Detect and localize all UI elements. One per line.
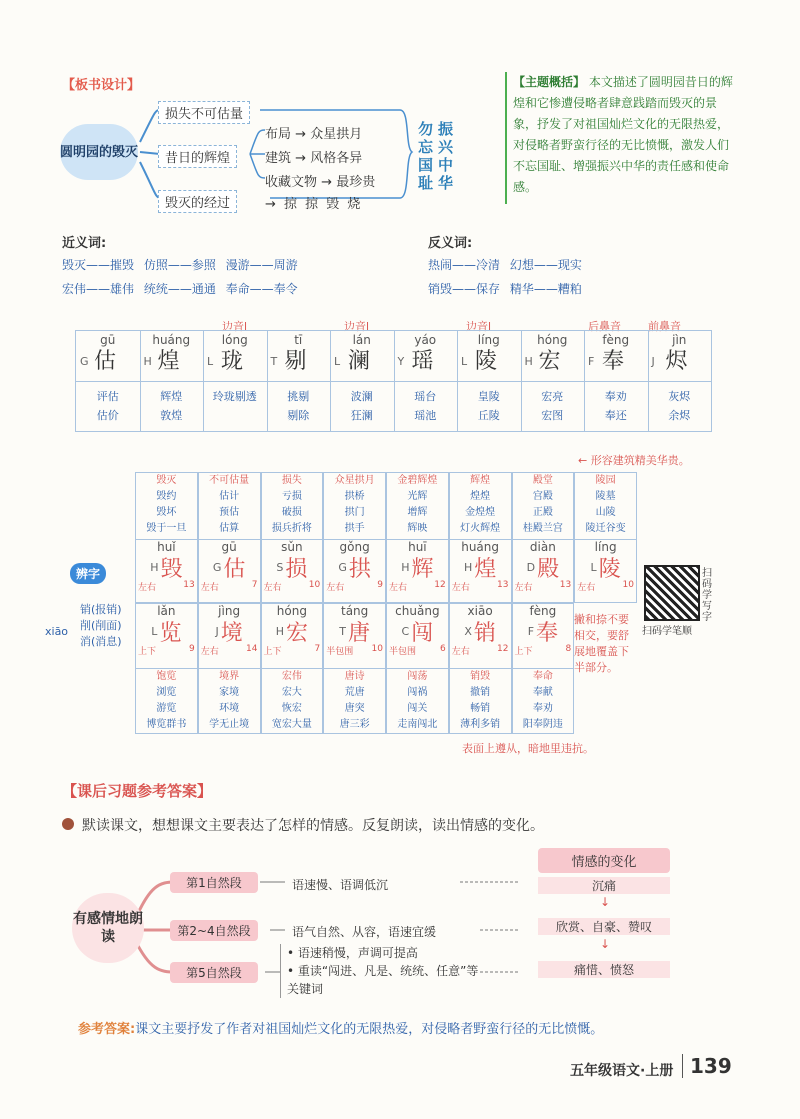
- t2-word: 宫殿: [532, 491, 553, 502]
- t1-pinyin: líng: [477, 333, 500, 347]
- t2-strokes: 12: [434, 580, 446, 590]
- t2-word: 阳奉阴违: [522, 719, 563, 730]
- t2-structure: 左右: [200, 583, 219, 593]
- t1-pinyin: huáng: [152, 333, 191, 347]
- board-sub3: 收藏文物 → 最珍贵: [265, 175, 376, 190]
- t2-word: 闯祸: [407, 687, 428, 698]
- t1-words: 宏亮 宏图: [541, 390, 564, 422]
- synonyms-row1: 毁灭——摧毁 仿照——参照 漫游——周游: [62, 258, 298, 272]
- reference-answer: [78, 1018, 603, 1037]
- t1-letter: Y: [397, 355, 405, 368]
- t2-strokes: 12: [497, 644, 509, 654]
- footer-book: 五年级语文·上册: [570, 1063, 674, 1079]
- t2-char: 辉: [411, 556, 434, 582]
- t1-pinyin: hóng: [537, 333, 568, 347]
- t2-char: 唐: [347, 620, 370, 646]
- t2-structure: 上下: [138, 647, 157, 657]
- answers-title: 【课后习题参考答案】: [62, 782, 213, 800]
- t2-letter: H: [275, 624, 284, 638]
- t2-letter: G: [338, 560, 347, 574]
- t2-word: 游览: [156, 703, 177, 714]
- para-1: 第1自然段: [170, 872, 258, 893]
- t2-structure: 左右: [200, 647, 219, 657]
- t2-char: 奉: [536, 620, 559, 646]
- t2-word: 奉献: [532, 687, 553, 698]
- t1-pinyin: lán: [352, 333, 371, 347]
- t2-note-bottom: 表面上遵从，暗地里违抗。: [462, 742, 594, 755]
- t1-char: 瑶: [411, 349, 434, 374]
- t2-word: 增辉: [407, 507, 428, 518]
- t2-char: 估: [223, 556, 246, 582]
- t2-structure: 左右: [577, 583, 596, 593]
- side-word-1: 销(报销): [80, 603, 122, 616]
- qr-label: 扫码学笔顺: [642, 626, 692, 637]
- t1-char: 澜: [348, 349, 371, 374]
- t2-word: 灯火辉煌: [460, 523, 501, 534]
- t2-top-word: 陵园: [595, 475, 616, 486]
- t2-strokes: 9: [377, 580, 383, 590]
- t2-strokes: 10: [622, 580, 634, 590]
- emo-2: 欣赏、自豪、赞叹: [538, 918, 670, 935]
- theme-box: [505, 72, 738, 204]
- t2-strokes: 8: [565, 644, 572, 654]
- t2-word: 博览群书: [146, 719, 187, 730]
- t2-word: 金煌煌: [465, 507, 496, 518]
- t1-note-5: 前鼻音: [648, 320, 681, 333]
- synonyms-title: 近义词:: [62, 236, 107, 251]
- t1-note-2: 边音l: [344, 320, 370, 333]
- t2-word: 家境: [219, 687, 240, 698]
- theme-text: 本文描述了圆明园昔日的辉煌和它惨遭侵略者肆意践踏而毁灭的景象，抒发了对祖国灿烂文化的无限热爱，对侵略者野蛮行径的无比愤慨，激发人们不忘国耻、增强振兴中华的责任感和使命感。: [513, 75, 733, 194]
- t2-structure: 左右: [326, 583, 345, 593]
- t1-letter: J: [651, 355, 655, 368]
- t2-word: 毁约: [156, 491, 177, 502]
- t1-letter: F: [588, 355, 595, 368]
- board-right2: 振兴中华: [438, 120, 454, 192]
- t2-letter: D: [526, 560, 536, 574]
- t1-words: 评估 估价: [96, 390, 119, 422]
- qr-code-icon[interactable]: [644, 565, 700, 621]
- t2-char: 陵: [598, 556, 621, 582]
- t2-word: 畅销: [470, 703, 491, 714]
- t1-char: 宏: [538, 349, 561, 374]
- t2-top-word: 唐诗: [344, 671, 365, 682]
- t2-cell: [512, 603, 575, 734]
- t1-words: 皇陵 丘陵: [477, 390, 500, 422]
- t2-pinyin: huī: [408, 540, 427, 554]
- side-label: 辨字: [70, 563, 106, 584]
- t2-top-word: 殿堂: [532, 475, 553, 486]
- ref-text: 课文主要抒发了作者对祖国灿烂文化的无限热爱，对侵略者野蛮行径的无比愤慨。: [135, 1022, 604, 1037]
- theme-label: 【主题概括】: [513, 75, 586, 89]
- t2-word: 光辉: [407, 491, 428, 502]
- t1-col: [394, 331, 459, 431]
- t2-strokes: 7: [251, 580, 258, 590]
- t1-pinyin: tī: [294, 333, 303, 347]
- emo-title: 情感的变化: [538, 848, 670, 873]
- t2-cell: [449, 603, 512, 734]
- t2-cell: [135, 472, 198, 603]
- t2-strokes: 7: [314, 644, 321, 654]
- t2-char: 煌: [474, 556, 497, 582]
- side-word-3: 消(消息): [80, 635, 122, 648]
- t2-top-word: 境界: [219, 671, 240, 682]
- t1-letter: L: [207, 355, 214, 368]
- t2-word: 估计: [219, 491, 240, 502]
- t1-char: 奉: [602, 349, 625, 374]
- emo-arrow-1: ↓: [600, 895, 611, 909]
- t2-letter: F: [527, 624, 535, 638]
- t2-word: 拱门: [344, 507, 365, 518]
- t2-word: 闯关: [407, 703, 428, 714]
- board-branch2: 昔日的辉煌: [158, 145, 237, 168]
- t2-pinyin: gū: [221, 540, 237, 554]
- t2-letter: L: [590, 560, 597, 574]
- t2-word: 荒唐: [344, 687, 365, 698]
- t2-char: 销: [473, 620, 496, 646]
- t2-char: 殿: [537, 556, 560, 582]
- t2-top-word: 众星拱月: [334, 475, 375, 486]
- t2-letter: H: [401, 560, 410, 574]
- t2-word: 薄利多销: [460, 719, 501, 730]
- t2-word: 正殿: [532, 507, 553, 518]
- t2-structure: 左右: [263, 583, 282, 593]
- t1-char: 陵: [475, 349, 498, 374]
- t2-strokes: 13: [559, 580, 572, 590]
- t2-cell: [574, 472, 637, 603]
- board-sub1: 布局 → 众星拱月: [265, 127, 363, 142]
- t2-cell: [512, 472, 575, 603]
- t2-strokes: 9: [189, 644, 195, 654]
- para-3-desc-2: • 重读“闯进、凡是、统统、任意”等关键词: [287, 964, 479, 996]
- t2-strokes: 13: [497, 580, 509, 590]
- t2-word: 毁于一旦: [146, 523, 187, 534]
- answers-question: 默读课文，想想课文主要表达了怎样的情感。反复朗读，读出情感的变化。: [82, 818, 544, 834]
- t2-structure: 左右: [138, 583, 157, 593]
- t2-word: 拱桥: [344, 491, 365, 502]
- board-sub4: → 掠 掠 毁 烧: [265, 197, 363, 212]
- t2-pinyin: gǒng: [339, 540, 370, 554]
- t2-word: 损兵折将: [271, 523, 312, 534]
- t2-top-word: 金碧辉煌: [397, 475, 438, 486]
- t1-note-1: 边音l: [222, 320, 248, 333]
- t1-char: 剔: [284, 349, 307, 374]
- bullet-icon: [62, 818, 74, 830]
- board-right1: 勿忘国耻: [418, 120, 434, 192]
- t2-cell: [386, 472, 449, 603]
- t2-word: 宏大: [281, 687, 302, 698]
- t1-col: [521, 331, 586, 431]
- antonyms-row2: 销毁——保存 精华——糟粕: [428, 282, 582, 296]
- t1-words: 瑶台 瑶池: [414, 390, 437, 422]
- t2-structure: 左右: [451, 647, 470, 657]
- t2-pinyin: líng: [594, 540, 617, 554]
- t1-pinyin: gū: [100, 333, 116, 347]
- t2-word: 辉映: [407, 523, 428, 534]
- t2-letter: H: [150, 560, 159, 574]
- t2-top-word: 饱览: [156, 671, 177, 682]
- t2-word: 学无止境: [209, 719, 250, 730]
- t2-word: 破损: [281, 507, 302, 518]
- t1-col: [76, 331, 141, 431]
- t1-letter: H: [524, 355, 533, 368]
- t1-col: [330, 331, 395, 431]
- t1-pinyin: jìn: [672, 333, 687, 347]
- t1-words: 玲珑剔透: [212, 390, 257, 403]
- t1-pinyin: yáo: [414, 333, 437, 347]
- t1-words: 灰烬 余烬: [668, 390, 691, 422]
- t2-char: 闯: [411, 620, 434, 646]
- t2-word: 环境: [219, 703, 240, 714]
- character-table-2: [135, 472, 637, 734]
- t1-letter: T: [270, 355, 278, 368]
- t2-word: 陵迁谷变: [585, 523, 626, 534]
- t2-structure: 上下: [514, 647, 533, 657]
- t2-pinyin: fèng: [529, 604, 557, 618]
- t1-words: 波澜 狂澜: [350, 390, 373, 422]
- t1-col: [203, 331, 268, 431]
- t2-pinyin: sǔn: [281, 540, 303, 554]
- t1-pinyin: fèng: [602, 333, 630, 347]
- t2-letter: H: [463, 560, 473, 574]
- para-1-desc: 语速慢、语调低沉: [292, 878, 389, 892]
- para-3-desc-1: • 语速稍慢，声调可提高: [287, 946, 418, 960]
- emo-3: 痛惜、愤怒: [538, 961, 670, 978]
- t2-note-right1: ← 形容建筑精美华贵。: [578, 454, 690, 467]
- t2-top-word: 不可估量: [209, 475, 250, 486]
- t2-char: 损: [285, 556, 308, 582]
- t2-word: 撤销: [470, 687, 491, 698]
- t2-top-word: 毁灭: [156, 475, 177, 486]
- t2-top-word: 闯荡: [407, 671, 428, 682]
- para-2: 第2~4自然段: [170, 920, 258, 941]
- t1-col: [584, 331, 649, 431]
- t2-note-right2: 撇和捺不要相交，要舒展地覆盖下半部分。: [574, 613, 629, 674]
- t2-letter: S: [276, 560, 284, 574]
- t2-char: 宏: [286, 620, 309, 646]
- t2-strokes: 6: [440, 644, 446, 654]
- emo-arrow-2: ↓: [600, 937, 611, 951]
- t2-strokes: 13: [183, 580, 195, 590]
- side-words: [80, 602, 122, 650]
- t2-letter: L: [151, 624, 158, 638]
- character-table-1: [75, 330, 712, 432]
- t2-word: 奉劝: [532, 703, 553, 714]
- t2-word: 煌煌: [470, 491, 491, 502]
- t1-char: 珑: [221, 349, 244, 374]
- t2-top-word: 宏伟: [281, 671, 302, 682]
- t2-word: 浏览: [156, 687, 177, 698]
- t2-cell: [261, 603, 324, 734]
- t2-char: 拱: [348, 556, 371, 582]
- t1-words: 挑剔 剔除: [287, 390, 310, 422]
- t2-word: 走南闯北: [397, 719, 438, 730]
- t1-char: 煌: [157, 349, 180, 374]
- t2-letter: C: [401, 624, 410, 638]
- t2-word: 拱手: [344, 523, 365, 534]
- footer-divider: [682, 1054, 683, 1078]
- t2-top-word: 销毁: [470, 671, 491, 682]
- t2-word: 唐三彩: [339, 719, 370, 730]
- t2-cell: [198, 472, 261, 603]
- t2-strokes: 14: [246, 644, 258, 654]
- t2-strokes: 10: [308, 580, 321, 590]
- t2-word: 桂殿兰宫: [522, 523, 563, 534]
- t1-note-3: 边音l: [466, 320, 492, 333]
- t2-word: 亏损: [281, 491, 302, 502]
- t2-cell: [323, 472, 386, 603]
- t2-char: 毁: [160, 556, 183, 582]
- t2-cell: [198, 603, 261, 734]
- t2-structure: 左右: [451, 583, 470, 593]
- t1-words: 奉劝 奉还: [604, 390, 627, 422]
- antonyms-row1: 热闹——冷清 幻想——现实: [428, 258, 582, 272]
- t2-cell: [135, 603, 198, 734]
- t2-char: 览: [159, 620, 182, 646]
- t2-pinyin: huǐ: [157, 540, 176, 554]
- t2-cell: [386, 603, 449, 734]
- para-2-desc: 语气自然、从容，语速宜缓: [292, 925, 437, 939]
- t1-col: [648, 331, 712, 431]
- t2-letter: T: [339, 624, 346, 638]
- t2-pinyin: jìng: [218, 604, 241, 618]
- board-branch1: 损失不可估量: [158, 101, 250, 124]
- side-xiao: xiāo: [45, 625, 69, 638]
- t2-pinyin: huáng: [461, 540, 500, 554]
- t2-cell: [449, 472, 512, 603]
- t2-pinyin: xiāo: [467, 604, 493, 618]
- t2-top-word: 奉命: [532, 671, 553, 682]
- para-3-desc: [280, 944, 487, 998]
- t2-pinyin: lǎn: [157, 604, 176, 618]
- t2-pinyin: chuǎng: [395, 604, 440, 618]
- t2-word: 恢宏: [281, 703, 302, 714]
- t2-top-word: 损失: [281, 475, 302, 486]
- t2-structure: 左右: [389, 583, 408, 593]
- t2-word: 估算: [219, 523, 240, 534]
- t1-note-4: 后鼻音: [588, 320, 621, 333]
- synonyms-row2: 宏伟——雄伟 统统——通通 奉命——奉令: [62, 282, 298, 296]
- t2-cell: [261, 472, 324, 603]
- t2-pinyin: hóng: [276, 604, 307, 618]
- t2-word: 唐突: [344, 703, 365, 714]
- t1-col: [140, 331, 205, 431]
- footer-page: 139: [690, 1054, 732, 1078]
- t2-structure: 半包围: [326, 647, 354, 657]
- t2-structure: 上下: [263, 647, 282, 657]
- t1-col: [267, 331, 332, 431]
- t1-col: [457, 331, 522, 431]
- board-tag: 【板书设计】: [62, 78, 141, 93]
- t2-letter: J: [215, 624, 219, 638]
- t2-word: 陵墓: [595, 491, 616, 502]
- t1-char: 估: [94, 349, 117, 374]
- t2-top-word: 辉煌: [470, 475, 491, 486]
- t1-char: 烬: [665, 349, 688, 374]
- t2-letter: X: [464, 624, 472, 638]
- t2-cell: [323, 603, 386, 734]
- t2-word: 预估: [219, 507, 240, 518]
- t1-letter: H: [143, 355, 152, 368]
- ref-label: 参考答案:: [78, 1022, 136, 1037]
- board-sub2: 建筑 → 风格各异: [265, 151, 363, 166]
- antonyms-title: 反义词:: [428, 236, 473, 251]
- t1-letter: G: [80, 355, 89, 368]
- t2-word: 山陵: [595, 507, 616, 518]
- t2-word: 毁坏: [156, 507, 177, 518]
- t2-pinyin: táng: [340, 604, 369, 618]
- board-branch3: 毁灭的经过: [158, 190, 237, 213]
- t2-structure: 半包围: [389, 647, 417, 657]
- t1-words: 辉煌 敦煌: [160, 390, 183, 422]
- qr-side-label: 扫码学写字: [702, 568, 712, 623]
- t2-letter: G: [212, 560, 222, 574]
- emo-1: 沉痛: [538, 877, 670, 894]
- board-center: 圆明园的毁灭: [60, 124, 138, 180]
- t2-word: 宽宏大量: [271, 719, 312, 730]
- t2-pinyin: diàn: [529, 540, 556, 554]
- t2-char: 境: [220, 620, 243, 646]
- para-3: 第5自然段: [170, 962, 258, 983]
- t1-pinyin: lóng: [221, 333, 248, 347]
- t2-strokes: 10: [371, 644, 383, 654]
- side-word-2: 削(削面): [80, 619, 122, 632]
- t1-letter: L: [461, 355, 468, 368]
- t1-letter: L: [334, 355, 341, 368]
- answers-center: 有感情地朗读: [72, 893, 144, 963]
- t2-structure: 左右: [514, 583, 533, 593]
